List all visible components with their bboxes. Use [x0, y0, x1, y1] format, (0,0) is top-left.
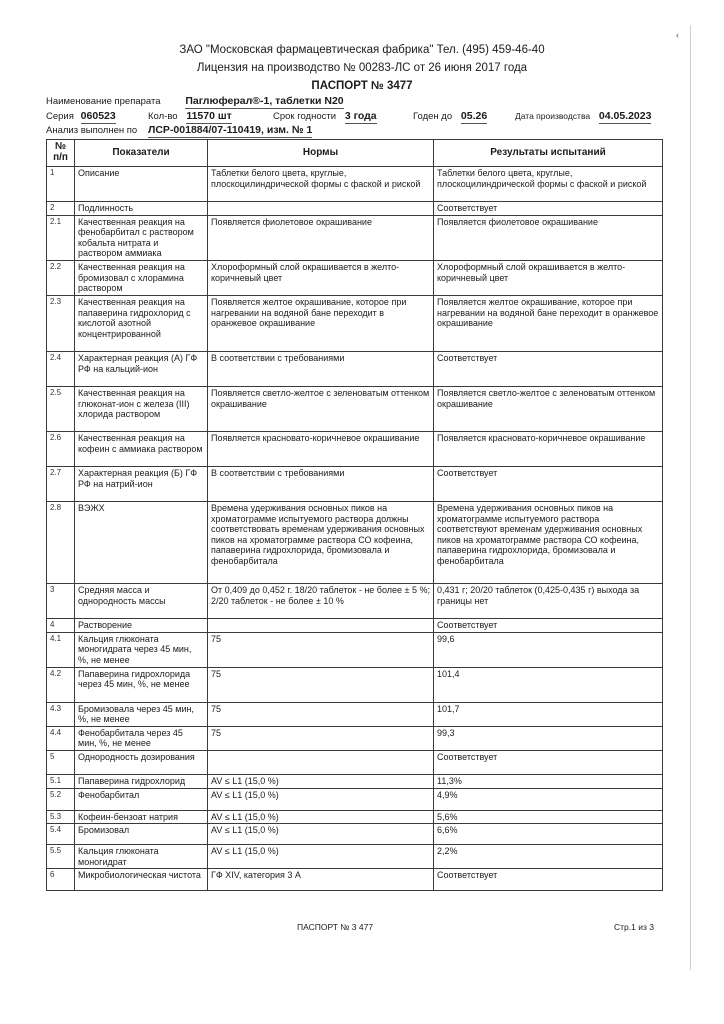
page-edge-line: [690, 25, 691, 970]
production-date-label: Дата производства: [515, 111, 591, 121]
row-number: 2.8: [47, 501, 75, 583]
license-line: Лицензия на производство № 00283-ЛС от 26 июня 2017 года: [196, 62, 528, 74]
row-number: 4: [47, 618, 75, 632]
row-result: Появляется красновато-коричневое окрашивание: [434, 431, 663, 466]
row-result: 4,9%: [434, 788, 663, 810]
production-date-value: 04.05.2023: [598, 110, 652, 122]
table-body: [47, 167, 663, 891]
row-indicator: Однородность дозирования: [75, 750, 208, 774]
row-result: Таблетки белого цвета, круглые, плоскоцилиндрической формы с фаской и риской: [434, 167, 663, 202]
row-indicator: Фенобарбитала через 45 мин, %, не менее: [75, 726, 208, 750]
row-result: Соответствует: [434, 869, 663, 891]
row-indicator: Кальция глюконата моногидрат: [75, 845, 208, 869]
row-number: 6: [47, 869, 75, 891]
row-norm: [208, 202, 434, 216]
table-row: [47, 774, 663, 788]
row-norm: Появляется светло-желтое с зеленоватым оттенком окрашивание: [208, 386, 434, 431]
row-result: 99,6: [434, 632, 663, 667]
table-row: [47, 845, 663, 869]
row-number: 2.1: [47, 215, 75, 260]
corner-mark: ‹: [676, 30, 679, 40]
row-norm: AV ≤ L1 (15,0 %): [208, 810, 434, 824]
table-row: [47, 215, 663, 260]
row-norm: От 0,409 до 0,452 г. 18/20 таблеток - не более ± 5 %; 2/20 таблеток - не более ± 10 %: [208, 583, 434, 618]
table-row: [47, 583, 663, 618]
row-number: 1: [47, 167, 75, 202]
row-norm: AV ≤ L1 (15,0 %): [208, 774, 434, 788]
valid-until-row: [413, 110, 487, 122]
quantity-label: Кол-во: [148, 111, 178, 122]
row-norm: 75: [208, 726, 434, 750]
row-indicator: Кофеин-бензоат натрия: [75, 810, 208, 824]
header-result: Результаты испытаний: [434, 140, 663, 167]
analysis-row: [46, 124, 312, 136]
analysis-value: ЛСР-001884/07-110419, изм. № 1: [147, 124, 313, 136]
row-result: Соответствует: [434, 202, 663, 216]
table-row: [47, 632, 663, 667]
row-indicator: Бромизовал: [75, 824, 208, 845]
row-norm: Таблетки белого цвета, круглые, плоскоцилиндрической формы с фаской и риской: [208, 167, 434, 202]
row-indicator: Средняя масса и однородность массы: [75, 583, 208, 618]
row-number: 2.2: [47, 260, 75, 295]
table-row: [47, 750, 663, 774]
row-result: 0,431 г; 20/20 таблеток (0,425-0,435 г) выхода за границы нет: [434, 583, 663, 618]
company-header: ЗАО "Московская фармацевтическая фабрика" Тел. (495) 459-46-40: [179, 44, 545, 56]
row-result: 99,3: [434, 726, 663, 750]
row-indicator: Подлинность: [75, 202, 208, 216]
row-norm: [208, 750, 434, 774]
row-indicator: Качественная реакция на кофеин с аммиака раствором: [75, 431, 208, 466]
row-norm: Появляется красновато-коричневое окрашивание: [208, 431, 434, 466]
row-norm: AV ≤ L1 (15,0 %): [208, 845, 434, 869]
row-indicator: Микробиологическая чистота: [75, 869, 208, 891]
row-number: 2.7: [47, 466, 75, 501]
table-row: [47, 431, 663, 466]
passport-table: [46, 139, 663, 891]
header-indicator: Показатели: [75, 140, 208, 167]
row-indicator: Папаверина гидрохлорида через 45 мин, %, не менее: [75, 667, 208, 702]
table-row: [47, 386, 663, 431]
row-norm: 75: [208, 702, 434, 726]
table-row: [47, 351, 663, 386]
row-indicator: Кальция глюконата моногидрата через 45 мин, %, не менее: [75, 632, 208, 667]
row-number: 5.5: [47, 845, 75, 869]
valid-until-value: 05.26: [460, 110, 488, 122]
production-date-row: [515, 110, 651, 122]
row-indicator: Папаверина гидрохлорид: [75, 774, 208, 788]
row-indicator: ВЭЖХ: [75, 501, 208, 583]
table-row: [47, 667, 663, 702]
row-norm: Появляется фиолетовое окрашивание: [208, 215, 434, 260]
row-number: 2: [47, 202, 75, 216]
header-norm: Нормы: [208, 140, 434, 167]
drug-name-label: Наименование препарата: [46, 96, 161, 107]
row-number: 5: [47, 750, 75, 774]
row-result: 2,2%: [434, 845, 663, 869]
table-row: [47, 501, 663, 583]
table-row: [47, 466, 663, 501]
row-norm: ГФ XIV, категория 3 А: [208, 869, 434, 891]
table-row: [47, 260, 663, 295]
series-label: Серия: [46, 111, 74, 122]
table-row: [47, 202, 663, 216]
row-norm: AV ≤ L1 (15,0 %): [208, 788, 434, 810]
table-row: [47, 726, 663, 750]
shelf-life-row: [273, 110, 377, 122]
row-number: 5.3: [47, 810, 75, 824]
row-number: 4.4: [47, 726, 75, 750]
analysis-label: Анализ выполнен по: [46, 125, 138, 136]
row-number: 4.1: [47, 632, 75, 667]
row-norm: AV ≤ L1 (15,0 %): [208, 824, 434, 845]
table-row: [47, 810, 663, 824]
row-result: Появляется фиолетовое окрашивание: [434, 215, 663, 260]
row-indicator: Фенобарбитал: [75, 788, 208, 810]
row-norm: 75: [208, 667, 434, 702]
row-indicator: Описание: [75, 167, 208, 202]
table-row: [47, 869, 663, 891]
row-result: Появляется желтое окрашивание, которое при нагревании на водяной бане переходит в оранжевое окрашивание: [434, 295, 663, 351]
row-indicator: Качественная реакция на бромизовал с хлорамина раствором: [75, 260, 208, 295]
series-row: [46, 110, 116, 122]
row-result: 101,4: [434, 667, 663, 702]
drug-name-row: [46, 95, 344, 107]
footer-passport-number: ПАСПОРТ № 3 477: [297, 922, 374, 932]
table-row: [47, 618, 663, 632]
row-norm: Хлороформный слой окрашивается в желто-коричневый цвет: [208, 260, 434, 295]
row-number: 5.1: [47, 774, 75, 788]
row-number: 4.3: [47, 702, 75, 726]
row-norm: Времена удерживания основных пиков на хроматограмме испытуемого раствора должны соответствовать временам удерживания основных пиков на хроматограмме раствора СО кофеина, папаверина гидрохлорида, бромизовала и фенобарбитала: [208, 501, 434, 583]
table-row: [47, 824, 663, 845]
header-num: № п/п: [47, 140, 75, 167]
row-result: Хлороформный слой окрашивается в желто-коричневый цвет: [434, 260, 663, 295]
table-header-row: [47, 140, 663, 167]
quantity-row: [148, 110, 232, 122]
row-indicator: Качественная реакция на глюконат-ион с железа (III) хлорида раствором: [75, 386, 208, 431]
row-result: 101,7: [434, 702, 663, 726]
row-indicator: Бромизовала через 45 мин, %, не менее: [75, 702, 208, 726]
row-number: 2.5: [47, 386, 75, 431]
row-result: Соответствует: [434, 466, 663, 501]
row-number: 4.2: [47, 667, 75, 702]
row-indicator: Качественная реакция на фенобарбитал с раствором кобальта нитрата и раствором аммиака: [75, 215, 208, 260]
row-number: 3: [47, 583, 75, 618]
row-result: Времена удерживания основных пиков на хроматограмме испытуемого раствора соответствуют временам удерживания основных пиков на хроматограмме раствора СО кофеина, папаверина гидрохлорида, бромизовала и фенобарбитала: [434, 501, 663, 583]
table-row: [47, 702, 663, 726]
row-indicator: Характерная реакция (Б) ГФ РФ на натрий-ион: [75, 466, 208, 501]
valid-until-label: Годен до: [413, 111, 453, 122]
table-row: [47, 295, 663, 351]
row-norm: В соответствии с требованиями: [208, 351, 434, 386]
row-result: Соответствует: [434, 750, 663, 774]
shelf-life-label: Срок годности: [273, 111, 337, 122]
row-indicator: Растворение: [75, 618, 208, 632]
row-norm: Появляется желтое окрашивание, которое при нагревании на водяной бане переходит в оранжевое окрашивание: [208, 295, 434, 351]
row-result: Соответствует: [434, 618, 663, 632]
row-number: 5.2: [47, 788, 75, 810]
series-value: 060523: [80, 110, 116, 122]
row-norm: В соответствии с требованиями: [208, 466, 434, 501]
footer-page-number: Стр.1 из 3: [614, 922, 654, 932]
row-norm: 75: [208, 632, 434, 667]
row-result: 11,3%: [434, 774, 663, 788]
row-result: 5,6%: [434, 810, 663, 824]
row-number: 5.4: [47, 824, 75, 845]
row-result: 6,6%: [434, 824, 663, 845]
row-result: Соответствует: [434, 351, 663, 386]
row-number: 2.3: [47, 295, 75, 351]
table-row: [47, 788, 663, 810]
quantity-value: 11570 шт: [186, 110, 232, 122]
row-indicator: Характерная реакция (А) ГФ РФ на кальций-ион: [75, 351, 208, 386]
shelf-life-value: 3 года: [344, 110, 377, 122]
drug-name-value: Паглюферал®-1, таблетки N20: [185, 95, 344, 107]
row-indicator: Качественная реакция на папаверина гидрохлорид с кислотой азотной концентрированной: [75, 295, 208, 351]
table-row: [47, 167, 663, 202]
row-result: Появляется светло-желтое с зеленоватым оттенком окрашивание: [434, 386, 663, 431]
row-number: 2.6: [47, 431, 75, 466]
row-norm: [208, 618, 434, 632]
row-number: 2.4: [47, 351, 75, 386]
passport-title: ПАСПОРТ № 3477: [311, 80, 413, 92]
